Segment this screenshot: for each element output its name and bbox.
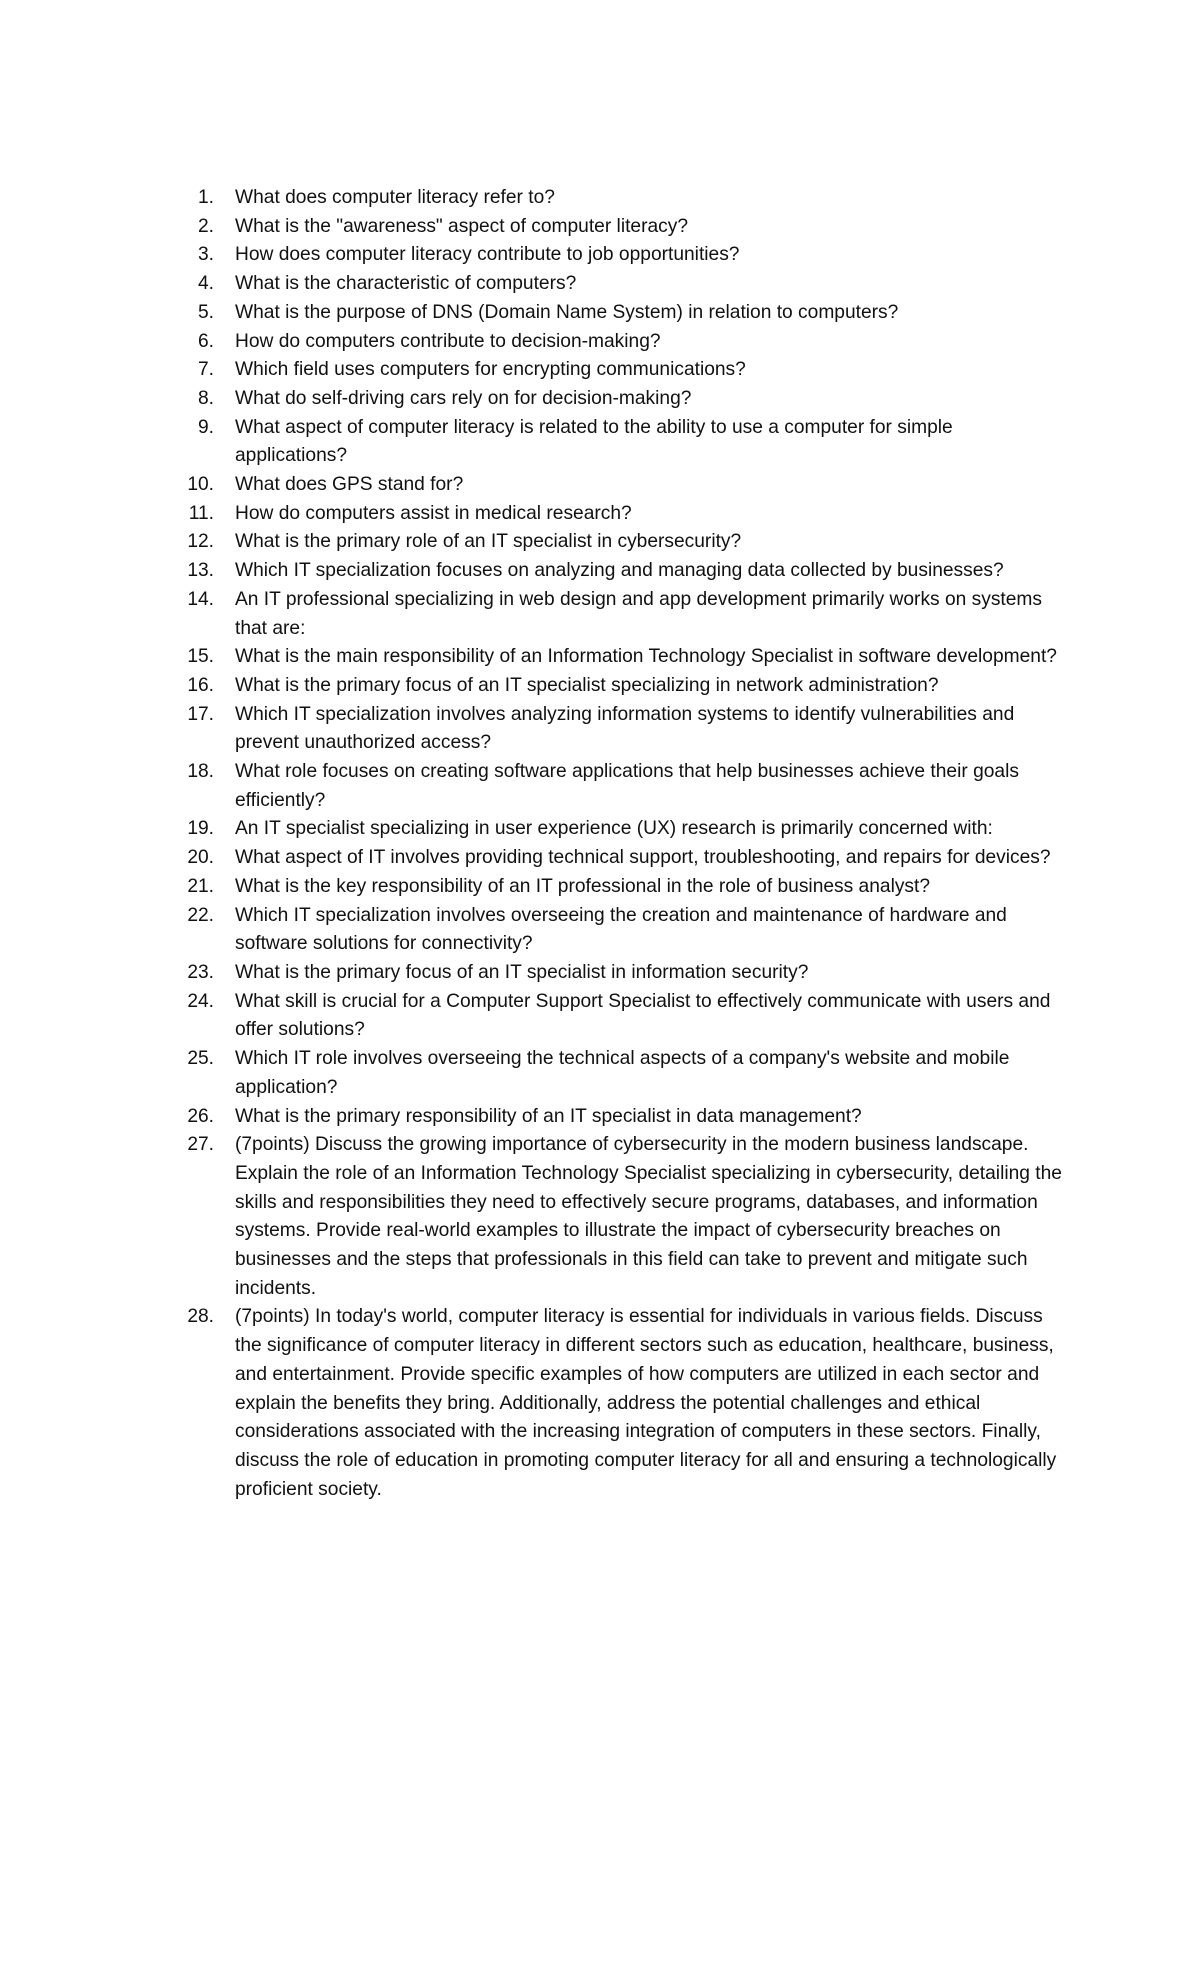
question-text: Which field uses computers for encrypting communications? bbox=[235, 359, 746, 381]
question-item-6 bbox=[170, 328, 1070, 357]
question-text: What aspect of IT involves providing technical support, troubleshooting, and repairs for devices? bbox=[235, 847, 1051, 869]
question-text: What is the characteristic of computers? bbox=[235, 273, 577, 295]
question-text: What is the primary role of an IT specialist in cybersecurity? bbox=[235, 531, 742, 553]
question-text: Which IT specialization involves overseeing the creation and maintenance of hardware and software solutions for connectivity? bbox=[235, 904, 1007, 955]
question-number: 9. bbox=[197, 416, 214, 438]
question-item-25 bbox=[170, 1045, 1070, 1102]
question-number: 21. bbox=[187, 875, 214, 897]
question-item-23 bbox=[170, 959, 1070, 988]
question-number: 18. bbox=[187, 761, 214, 783]
question-text: What is the "awareness" aspect of computer literacy? bbox=[235, 215, 689, 237]
question-number: 11. bbox=[188, 502, 214, 524]
question-item-22 bbox=[170, 902, 1070, 959]
question-text: How do computers contribute to decision-making? bbox=[235, 330, 661, 352]
question-number: 19. bbox=[187, 818, 214, 840]
question-text: What role focuses on creating software applications that help businesses achieve their goals efficiently? bbox=[235, 761, 1019, 811]
question-number: 3. bbox=[197, 244, 214, 266]
question-item-2 bbox=[170, 213, 1070, 242]
question-number: 24. bbox=[187, 990, 214, 1012]
question-item-24 bbox=[170, 988, 1070, 1045]
question-item-19 bbox=[170, 815, 1070, 844]
question-number: 28. bbox=[187, 1306, 214, 1328]
question-item-15 bbox=[170, 643, 1070, 672]
question-number: 1. bbox=[197, 187, 214, 208]
question-item-17 bbox=[170, 701, 1070, 758]
question-item-5 bbox=[170, 299, 1070, 328]
question-list bbox=[170, 184, 1070, 1504]
question-number: 26. bbox=[187, 1105, 214, 1127]
question-item-1 bbox=[170, 184, 1070, 213]
question-text: (7points) Discuss the growing importance of cybersecurity in the modern business landscape. Explain the role of an Information Technology Specialist specializing in cybersecurity, detailing the skills and responsibilities they need to effectively secure programs, databases, and information systems. Provide real-world examples to illustrate the impact of cybersecurity breaches on businesses and the steps that professionals in this field can take to prevent and mitigate such incidents. bbox=[235, 1134, 1062, 1299]
question-text: What does GPS stand for? bbox=[235, 474, 464, 496]
question-number: 27. bbox=[187, 1134, 214, 1156]
question-item-7 bbox=[170, 356, 1070, 385]
question-number: 4. bbox=[197, 273, 214, 295]
question-number: 8. bbox=[197, 387, 214, 409]
question-text: Which IT specialization involves analyzing information systems to identify vulnerabilities and prevent unauthorized access? bbox=[235, 703, 1015, 754]
question-number: 20. bbox=[187, 847, 214, 869]
question-number: 17. bbox=[187, 703, 214, 725]
question-text: What aspect of computer literacy is related to the ability to use a computer for simple applications? bbox=[235, 416, 953, 467]
question-item-10 bbox=[170, 471, 1070, 500]
question-text: How do computers assist in medical research? bbox=[235, 502, 632, 524]
question-item-26 bbox=[170, 1103, 1070, 1132]
question-text: What do self-driving cars rely on for decision-making? bbox=[235, 387, 692, 409]
question-text: What skill is crucial for a Computer Support Specialist to effectively communicate with users and offer solutions? bbox=[235, 990, 1051, 1041]
question-item-20 bbox=[170, 844, 1070, 873]
question-text: Which IT role involves overseeing the technical aspects of a company's website and mobile application? bbox=[235, 1048, 1010, 1098]
question-text: (7points) In today's world, computer literacy is essential for individuals in various fields. Discuss the significance of computer literacy in different sectors such as education, healthcare, business, and entertainment. Provide specific examples of how computers are utilized in each sector and explain the benefits they bring. Additionally, address the potential challenges and ethical considerations associated with the increasing integration of computers in these sectors. Finally, discuss the role of education in promoting computer literacy for all and ensuring a technologically proficient society. bbox=[235, 1306, 1057, 1500]
question-text: What is the primary focus of an IT specialist in information security? bbox=[235, 961, 809, 983]
question-item-12 bbox=[170, 528, 1070, 557]
question-item-3 bbox=[170, 241, 1070, 270]
question-number: 23. bbox=[187, 961, 214, 983]
question-number: 13. bbox=[187, 560, 214, 582]
question-text: An IT professional specializing in web design and app development primarily works on systems that are: bbox=[235, 588, 1042, 639]
question-number: 5. bbox=[197, 301, 214, 323]
question-text: What is the main responsibility of an Information Technology Specialist in software development? bbox=[235, 646, 1057, 668]
question-text: What does computer literacy refer to? bbox=[235, 187, 555, 208]
question-item-16 bbox=[170, 672, 1070, 701]
question-text: Which IT specialization focuses on analyzing and managing data collected by businesses? bbox=[235, 560, 1004, 582]
question-text: An IT specialist specializing in user experience (UX) research is primarily concerned with: bbox=[235, 818, 993, 840]
question-text: What is the primary responsibility of an IT specialist in data management? bbox=[235, 1105, 862, 1127]
question-number: 25. bbox=[187, 1048, 214, 1070]
question-item-8 bbox=[170, 385, 1070, 414]
question-number: 12. bbox=[187, 531, 214, 553]
question-item-4 bbox=[170, 270, 1070, 299]
question-item-9 bbox=[170, 414, 1070, 471]
question-text: How does computer literacy contribute to job opportunities? bbox=[235, 244, 740, 266]
question-item-11 bbox=[170, 500, 1070, 529]
question-item-21 bbox=[170, 873, 1070, 902]
question-item-28 bbox=[170, 1303, 1070, 1504]
question-text: What is the primary focus of an IT specialist specializing in network administration? bbox=[235, 674, 939, 696]
question-number: 22. bbox=[187, 904, 214, 926]
question-text: What is the key responsibility of an IT professional in the role of business analyst? bbox=[235, 875, 931, 897]
question-item-13 bbox=[170, 557, 1070, 586]
question-number: 2. bbox=[197, 215, 214, 237]
question-item-18 bbox=[170, 758, 1070, 815]
question-item-14 bbox=[170, 586, 1070, 643]
question-number: 14. bbox=[187, 588, 214, 610]
question-text: What is the purpose of DNS (Domain Name System) in relation to computers? bbox=[235, 301, 899, 323]
question-number: 7. bbox=[197, 359, 214, 381]
question-number: 6. bbox=[197, 330, 214, 352]
question-item-27 bbox=[170, 1131, 1070, 1303]
question-number: 10. bbox=[187, 474, 214, 496]
question-number: 16. bbox=[187, 674, 214, 696]
question-number: 15. bbox=[187, 646, 214, 668]
